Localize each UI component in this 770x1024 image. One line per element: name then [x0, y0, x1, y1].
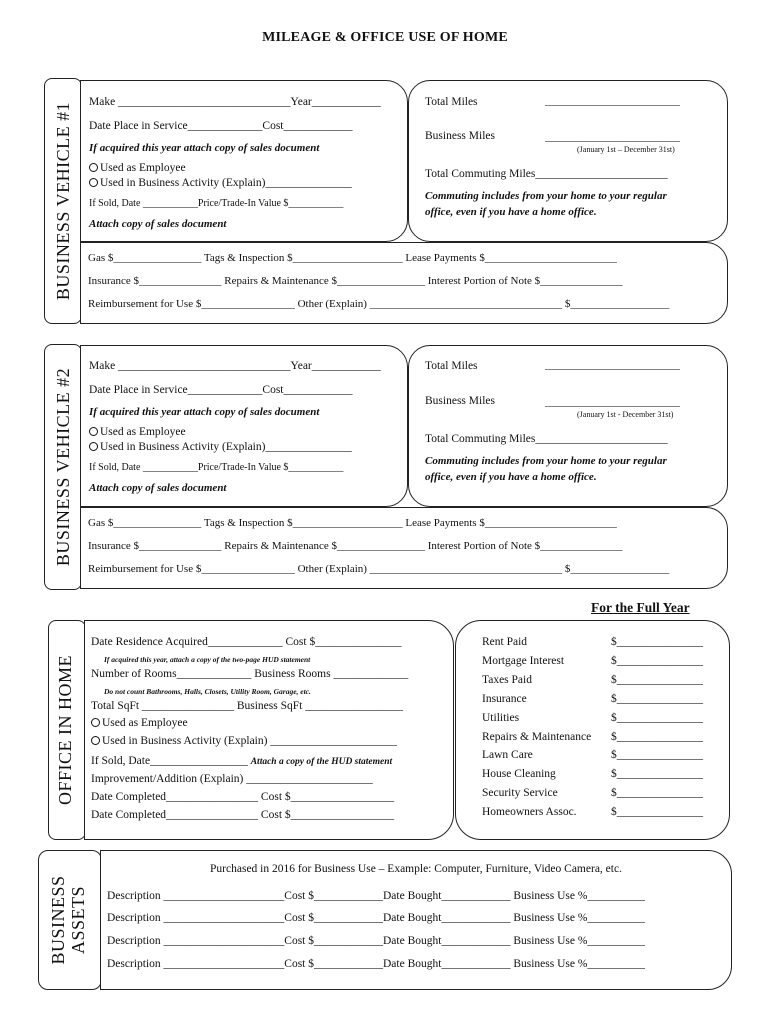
office-expense-label: Security Service: [482, 787, 558, 800]
radio-icon[interactable]: [89, 163, 98, 172]
vehicle2-commuting-note-2: office, even if you have a home office.: [425, 471, 597, 483]
vehicle1-service-date-field[interactable]: Date Place in Service_____________Cost____________: [89, 120, 353, 132]
vehicle2-attach-note: Attach copy of sales document: [89, 482, 227, 494]
office-hud-note: If acquired this year, attach a copy of the two-page HUD statement: [104, 655, 311, 664]
asset-row[interactable]: Description _____________________Cost $____________Date Bought____________ Business Use %__________: [107, 890, 645, 902]
vehicle2-business-option[interactable]: [89, 440, 352, 454]
vehicle1-total-miles-label: Total Miles: [425, 96, 478, 108]
vehicle1-total-miles-field[interactable]: ___________________________: [545, 96, 680, 107]
office-expense-label: Lawn Care: [482, 749, 533, 762]
office-rooms-note: Do not count Bathrooms, Halls, Closets, Utility Room, Garage, etc.: [104, 687, 311, 696]
office-completed-field-1[interactable]: Date Completed________________ Cost $__________________: [91, 791, 395, 803]
office-expense-label: Rent Paid: [482, 636, 528, 648]
vehicle1-label: BUSINESS VEHICLE #1: [53, 101, 73, 301]
radio-icon[interactable]: [89, 442, 98, 451]
office-expense-label: Homeowners Assoc.: [482, 806, 577, 819]
office-if-sold-note: Attach a copy of the HUD statement: [250, 757, 393, 767]
office-expense-amount-field[interactable]: $_______________: [611, 654, 703, 667]
vehicle1-employee-label: Used as Employee: [100, 162, 186, 174]
office-label: OFFICE IN HOME: [55, 655, 75, 806]
office-completed-field-2[interactable]: Date Completed________________ Cost $__________________: [91, 809, 395, 821]
radio-icon[interactable]: [89, 178, 98, 187]
vehicle1-make-year-field[interactable]: Make ______________________________Year____________: [89, 96, 381, 108]
office-business-label: Used in Business Activity (Explain) ______________________: [102, 735, 397, 747]
asset-row[interactable]: Description _____________________Cost $____________Date Bought____________ Business Use %__________: [107, 935, 645, 947]
office-expense-amount-field[interactable]: $_______________: [611, 730, 703, 743]
vehicle1-commuting-miles-field[interactable]: Total Commuting Miles_______________________: [425, 168, 668, 180]
vehicle1-business-miles-field[interactable]: ___________________________: [545, 132, 680, 143]
office-expense-amount-field[interactable]: $_______________: [611, 768, 703, 781]
office-expense-label: House Cleaning: [482, 768, 556, 781]
vehicle1-expense-row-1[interactable]: Gas $________________ Tags & Inspection $____________________ Lease Payments $________________________: [88, 252, 617, 264]
vehicle2-make-year-field[interactable]: Make ______________________________Year____________: [89, 360, 381, 372]
vehicle1-business-option[interactable]: [89, 176, 352, 190]
office-if-sold-field[interactable]: [91, 754, 392, 769]
office-expense-amount-field[interactable]: $_______________: [611, 806, 703, 819]
full-year-heading: For the Full Year: [591, 600, 690, 615]
vehicle2-if-sold-field[interactable]: If Sold, Date ___________Price/Trade-In Value $___________: [89, 462, 344, 473]
office-expense-amount-field[interactable]: $_______________: [611, 636, 703, 648]
vehicle1-if-sold-field[interactable]: If Sold, Date ___________Price/Trade-In Value $___________: [89, 198, 344, 209]
office-expense-label: Taxes Paid: [482, 673, 532, 686]
office-expense-amount-field[interactable]: $_______________: [611, 692, 703, 705]
office-expense-amount-field[interactable]: $_______________: [611, 673, 703, 686]
office-improvement-field[interactable]: Improvement/Addition (Explain) ______________________: [91, 773, 373, 785]
vehicle1-expense-row-3[interactable]: Reimbursement for Use $_________________ Other (Explain) ___________________________________ $__________________: [88, 298, 670, 310]
office-expense-amount-field[interactable]: $_______________: [611, 787, 703, 800]
office-expense-amount-field[interactable]: $_______________: [611, 749, 703, 762]
office-employee-label: Used as Employee: [102, 717, 188, 729]
office-business-option[interactable]: [91, 734, 397, 748]
vehicle2-period-note: (January 1st - December 31st): [577, 410, 674, 419]
vehicle1-business-label: Used in Business Activity (Explain)_______________: [100, 177, 352, 189]
vehicle2-expense-row-1[interactable]: Gas $________________ Tags & Inspection $____________________ Lease Payments $________________________: [88, 517, 617, 529]
vehicle2-total-miles-label: Total Miles: [425, 360, 478, 372]
vehicle1-period-note: (January 1st – December 31st): [577, 145, 675, 154]
office-expense-label: Mortgage Interest: [482, 654, 565, 667]
assets-header: Purchased in 2016 for Business Use – Example: Computer, Furniture, Video Camera, etc.: [210, 863, 622, 875]
vehicle2-expense-row-3[interactable]: Reimbursement for Use $_________________ Other (Explain) ___________________________________ $__________________: [88, 563, 670, 575]
vehicle1-acquired-note: If acquired this year attach copy of sales document: [89, 142, 320, 154]
office-expense-label: Repairs & Maintenance: [482, 730, 592, 743]
vehicle1-attach-note: Attach copy of sales document: [89, 218, 227, 230]
vehicle1-commuting-note-1: Commuting includes from your home to your regular: [425, 190, 667, 202]
office-sqft-field[interactable]: Total SqFt ________________ Business SqFt _________________: [91, 700, 403, 712]
vehicle2-employee-option[interactable]: [89, 425, 186, 439]
vehicle2-commuting-miles-field[interactable]: Total Commuting Miles_______________________: [425, 433, 668, 445]
office-date-acquired-field[interactable]: Date Residence Acquired_____________ Cost $_______________: [91, 636, 402, 648]
radio-icon[interactable]: [89, 427, 98, 436]
vehicle1-employee-option[interactable]: [89, 161, 186, 175]
asset-row[interactable]: Description _____________________Cost $____________Date Bought____________ Business Use %__________: [107, 912, 645, 924]
office-if-sold-label: If Sold, Date_________________: [91, 755, 248, 767]
vehicle2-label: BUSINESS VEHICLE #2: [53, 367, 73, 567]
radio-icon[interactable]: [91, 718, 100, 727]
page-title: MILEAGE & OFFICE USE OF HOME: [262, 30, 508, 45]
vehicle2-expense-row-2[interactable]: Insurance $_______________ Repairs & Maintenance $________________ Interest Portion of Note $_______________: [88, 540, 623, 552]
assets-label-line-1: BUSINESS: [48, 875, 68, 965]
office-expense-label: Insurance: [482, 692, 527, 705]
vehicle1-business-miles-label: Business Miles: [425, 130, 495, 142]
assets-label: [48, 860, 92, 980]
office-expense-amount-field[interactable]: $_______________: [611, 711, 703, 724]
vehicle1-expense-row-2[interactable]: Insurance $_______________ Repairs & Maintenance $________________ Interest Portion of Note $_______________: [88, 275, 623, 287]
vehicle2-business-miles-field[interactable]: ___________________________: [545, 397, 680, 408]
assets-label-line-2: ASSETS: [68, 885, 88, 955]
vehicle2-employee-label: Used as Employee: [100, 426, 186, 438]
vehicle2-business-miles-label: Business Miles: [425, 395, 495, 407]
office-expense-label: Utilities: [482, 711, 520, 724]
vehicle2-total-miles-field[interactable]: ___________________________: [545, 360, 680, 371]
radio-icon[interactable]: [91, 736, 100, 745]
office-rooms-field[interactable]: Number of Rooms_____________ Business Rooms _____________: [91, 668, 409, 680]
vehicle2-service-date-field[interactable]: Date Place in Service_____________Cost____________: [89, 384, 353, 396]
vehicle2-acquired-note: If acquired this year attach copy of sales document: [89, 406, 320, 418]
vehicle2-business-label: Used in Business Activity (Explain)_______________: [100, 441, 352, 453]
vehicle2-commuting-note-1: Commuting includes from your home to your regular: [425, 455, 667, 467]
vehicle1-commuting-note-2: office, even if you have a home office.: [425, 206, 597, 218]
office-employee-option[interactable]: [91, 716, 188, 730]
asset-row[interactable]: Description _____________________Cost $____________Date Bought____________ Business Use %__________: [107, 958, 645, 970]
